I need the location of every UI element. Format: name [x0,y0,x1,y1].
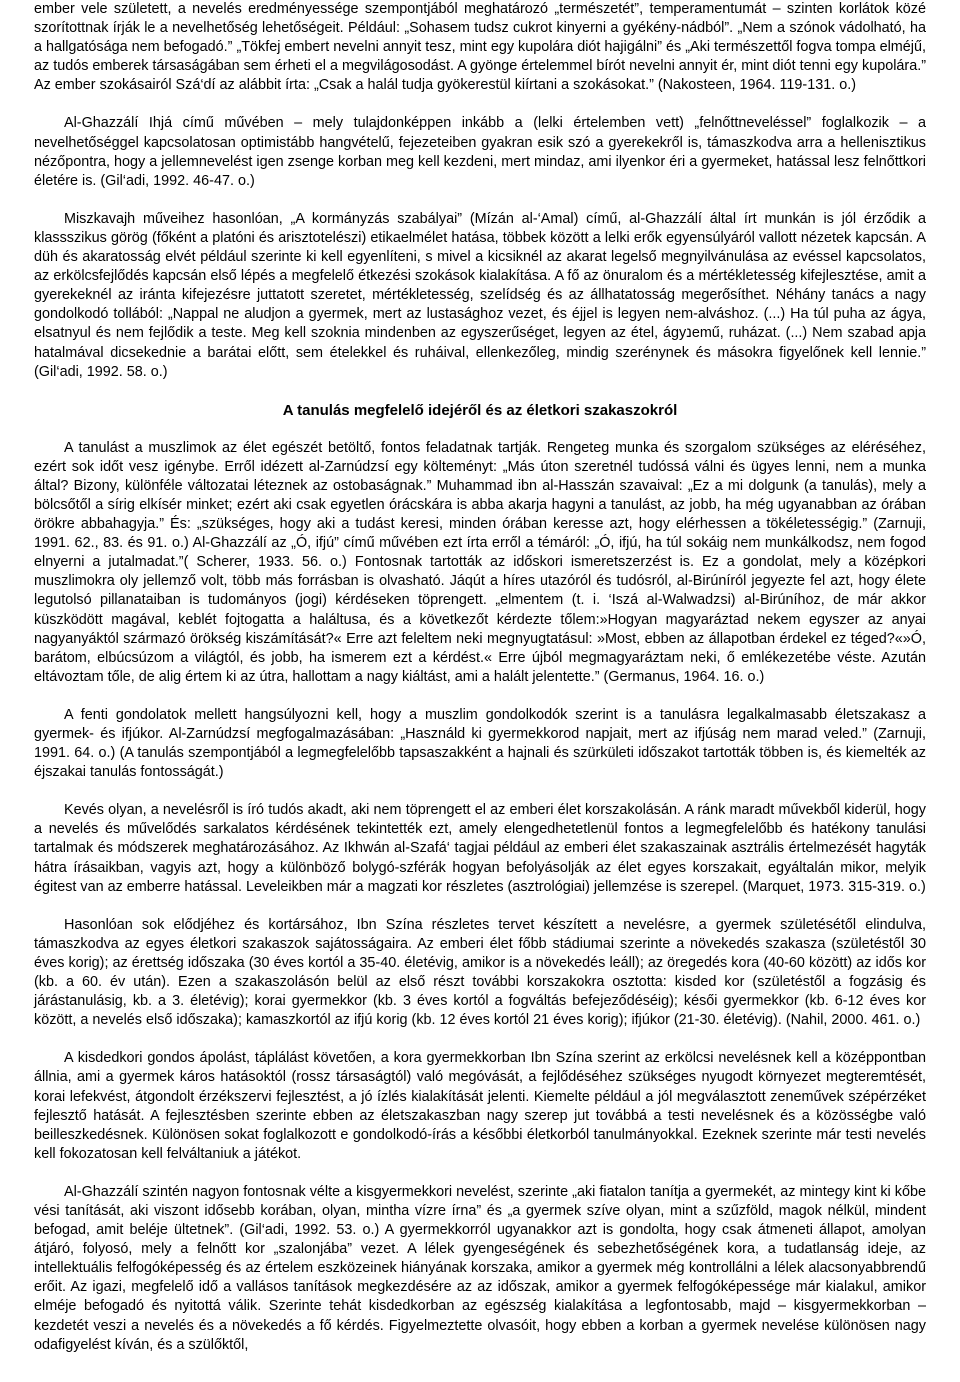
paragraph-2: Al-Ghazzálí Ihjá című művében – mely tulajdonképpen inkább a (lelki értelemben vett) „felnőttneveléssel” foglalkozik – a nevelhetőséggel kapcsolatosan optimistább hangvételű, fejezeteiben gyakran esik szó a gyerekekről is, támaszkodva arra a hellenisztikus nézőpontra, hogy a jellemnevelést igen zsenge korban meg kell kezdeni, mert mindaz, ami ilyenkor éri a gyermeket, hatással lesz felnőttkori életére is. (Gil‘adi, 1992. 46-47. o.) [34,115,926,189]
paragraph-9: Al-Ghazzálí szintén nagyon fontosnak vélte a kisgyermekkori nevelést, szerinte „aki fiatalon tanítja a gyermekét, az mintegy kint ki kőbe vési tanítását, aki viszont idősebb korában, olyan, mintha vízre írna” és „a gyermek szíve olyan, mint a szűzföld, magok nélkül, mindent befogad, amit beléje ültetnek”. (Gil‘adi, 1992. 53. o.) A gyermekkorról ugyanakkor azt is gondolta, hogy csak átmeneti állapot, amolyan átjáró, folyosó, mely a felnőtt kor „szalonjába” vezet. A lélek gyengeségének és sebezhetőségének kora, a tudatlanság ideje, az intellektuális felfogóképesség és az értelem eszközeinek hiányának korszaka, amikor a gyermek még kontrollálni a lélek alacsonyabbrendű erőit. Az igazi, megfelelő idő a vallásos tanítások megkezdésére az az időszak, amikor a gyermek felfogóképessége már kialakul, amikor elméje befogadó és nyitottá válik. Szerinte tehát kisdedkorban az egészség kialakítása a legfontosabb, majd – kisgyermekkorban – kezdetét veszi a nevelés és a növekedés a fő kérdés. Figyelmeztette olvasóit, hogy ebben a korban a gyermek nevelése különösen nagy odafigyelést kíván, és a szülőktől, [34,1183,926,1353]
paragraph-1: ember vele született, a nevelés eredményessége szempontjából meghatározó „természetét”, temperamentumát – szinten korlátok közé szorítottnak írják le a nevelhetőség lehetőségeit. Például: „Sohasem tudsz cukrot kinyerni a gyékény-nádból”. „Nem a szónok vádolható, ha a hallgatósága nem befogadó.” „Tökfej embert nevelni annyit tesz, mint egy kupolára diót hajigálni” és „Aki természettől fogva tompa elméjű, az tudós emberek társaságában sem érheti el a megvilágosodást. A gyönge értelemmel bírót nevelni annyit ér, mint diót tenni egy kupolára.” Az ember szokásairól Szá‘dí az alábbit írta: „Csak a halál tudja gyökerestül kiírtani a szokásokat.” (Nakosteen, 1964. 119-131. o.) [34,1,926,94]
paragraph-4: A tanulást a muszlimok az élet egészét betöltő, fontos feladatnak tartják. Rengeteg munka és szorgalom szükséges az eléréséhez, ezért sok időt vesz igénybe. Erről idézett al-Zarnúdzsí egy költeményt: „Más úton szeretnél tudóssá válni és ügyes lenni, nem a munka által? Bizony, különféle változatai léteznek az ostobaságnak.” Muhammad ibn al-Hasszán szavaival: „Ez a mi dolgunk (a tanulás), mely a bölcsőtől a sírig elkísér minket; ezért aki csak egyetlen órácskára is abba akarja hagyni a tanulást, az jobb, ha még ugyanabban az órában örökre abbahagyja.” És: „szükséges, hogy aki a tudást keresi, minden órában keresse azt, hogy elérhessen a tökéletességig.” (Zarnuji, 1991. 62., 83. és 91. o.) Al-Ghazzálí az „Ó, ifjú” című művében ezt írta erről a témáról: „Ó, ifjú, ha túl sokáig nem munkálkodsz, nem fogod elnyerni a jutalmadat.”( Scherer, 1933. 56. o.) Fontosnak tartották az időskori ismeretszerzést is. Ez a gondolat, mely a középkori muszlimokra oly jellemző volt, több más forrásban is olvasható. Jáqút a híres utazóról és tudósról, al-Birúníról jegyezte fel azt, hogy élete legutolsó pillanataiban is tudományos (jogi) kérdéseken töprengett. „elmentem (t. i. ‘Iszá al-Walwadzsi) al-Birúníhoz, de már akkor küszködött magával, keblét fojtogatta a haláltusa, és a következőt kérdezte tőlem:»Hogyan magyaráztad nekem egyszer az anyai nagyanyáktól származó örökség kiszámítását?« Erre azt feleltem neki megnyugtatásul: »Most, ebben az állapotban érdekel ez téged?«»Ó, barátom, elbúcsúzom a világtól, és jobb, ha ismerem ezt a kérdést.« Erre újból megmagyaráztam neki, ő emlékezetébe véste. Azután eltávoztam tőle, de alig értem ki az útra, hallottam a nagy kiáltást, ami a halált jelentette.” (Germanus, 1964. 16. o.) [34,439,926,685]
paragraph-5: A fenti gondolatok mellett hangsúlyozni kell, hogy a muszlim gondolkodók szerint is a tanulásra legalkalmasabb életszakasz a gyermek- és ifjúkor. Al-Zarnúdzsí megfogalmazásában: „Használd ki gyermekkorod napjait, mert az ifjúság nem marad veled.” (Zarnuji, 1991. 64. o.) (A tanulás szempontjából a legmegfelelőbb tapsaszakként a hajnali és szürkületi időszakot tartották többen is, és kiemelték az éjszakai tanulás fontosságát.) [34,706,926,781]
paragraph-8: A kisdedkori gondos ápolást, táplálást követően, a kora gyermekkorban Ibn Szína szerint az erkölcsi nevelésnek kell a középpontban állnia, ami a gyermek káros hatásoktól (rossz társaságtól) való megóvását, a fejlődéséhez szükséges nyugodt környezet megteremtését, korai lefekvést, átgondolt érzékszervi fejlesztést, a jó ízlés kialakítását jelenti. Kiemelte például a jól megválasztott zeneművek szépérzéket fejlesztő hatását. A fejlesztésben szerinte ebben az életszakaszban nagy szerep jut továbbá a testi nevelésnek és a közösségbe való beilleszkedésnek. Különösen sokat foglalkozott e gondolkodó-írás a későbbi életkorból tanulmányokkal. Ezeknek szerinte már testi nevelés kell fokozatosan kell felváltaniuk a játékot. [34,1050,926,1162]
section-heading: A tanulás megfelelő idejéről és az életkori szakaszokról [282,401,678,419]
paragraph-3: Miszkavajh műveihez hasonlóan, „A kormányzás szabályai” (Mízán al-‘Amal) című, al-Ghazzálí által írt munkán is jól érződik a klassszikus görög (főként a platóni és arisztotelészi) etikaelmélet hatása, többek között a lelki erők egyensúlyáról vallott nézetek kapcsán. A düh és akaratosság elvét például szerinte ki kell egyenlíteni, s mivel a kicsiknél az akarat legelső megnyilvánulása az evéssel kapcsolatos, az erkölcsfejlődés kapcsán első lépés a megfelelő étkezési szokások kialakítása. A fő az önuralom és a mértékletesség kifejlesztése, amit a gyerekeknél az iránta kifejezésre juttatott szeretet, mértékletesség, szelídség és az állhatatosság megerősíthet. Néhány tanács a nagy gondolkodó tollából: „Nappal ne aludjon a gyermek, mert az lustasághoz vezet, és éjjel is legyen nem-alváshoz. (...) Ha túl puha az ágya, elsatnyul és nem fejlődik a teste. Meg kell szoknia mindenben az egyszerűséget, legyen az étel, ágyנemű, ruházat. (...) Nem szabad apja hatalmával dicsekednie a barátai előtt, sem ételekkel és ruháival, ellenkezőleg, mindig szerénynek és másokra figyelőnek kell lennie.” (Gil‘adi, 1992. 58. o.) [34,210,926,380]
paragraph-6: Kevés olyan, a nevelésről is író tudós akadt, aki nem töprengett el az emberi élet korszakolásán. A ránk maradt művekből kiderül, hogy a nevelés és művelődés sarkalatos kérdésének tekintették ezt, amely elengedhetetlenül fontos a legmegfelelőbb és hatékony tanulási tartalmak és módszerek meghatározásához. Az Ikhwán al-Szafá‘ tagjai például az emberi élet szakaszainak asztrális értelmezését hagyták hátra írásaikban, vagyis azt, hogy a különböző bolygó-szférák hogyan befolyásolják az élet egyes korszakait, egyáltalán mikor, melyik égitest van az emberre hatással. Leveleikben már a magzati kor részletes (asztrológiai) jellemzése is szerepel. (Marquet, 1973. 315-319. o.) [34,802,926,895]
paragraph-7: Hasonlóan sok elődjéhez és kortársához, Ibn Szína részletes tervet készített a nevelésre, a gyermek születésétől elindulva, támaszkodva az egyes életkori szakaszok sajátosságaira. Az emberi élet főbb stádiumai szerinte a növekedés szakasza (születéstől 30 éves korig); az érettség időszaka (30 éves kortól a 35-40. életévig, amikor is a növekedés leáll); az öregedés kora (40-60 között) az idős kor (kb. a 60. év után). Ezen a szakaszolásón belül az első részt további korszakokra osztotta: kisded kor (születéstől a fogzásig és járástanulásig, kb. a 3. életévig); korai gyermekkor (kb. 3 éves kortól a fogváltás befejeződéséig); késői gyermekkor (kb. 6-12 éves kor között, a nevelés első időszaka); kamaszkortól az ifjú korig (kb. 12 éves kortól 21 éves korig); ifjúkor (21-30. életévig). (Nahil, 2000. 461. o.) [34,916,926,1029]
